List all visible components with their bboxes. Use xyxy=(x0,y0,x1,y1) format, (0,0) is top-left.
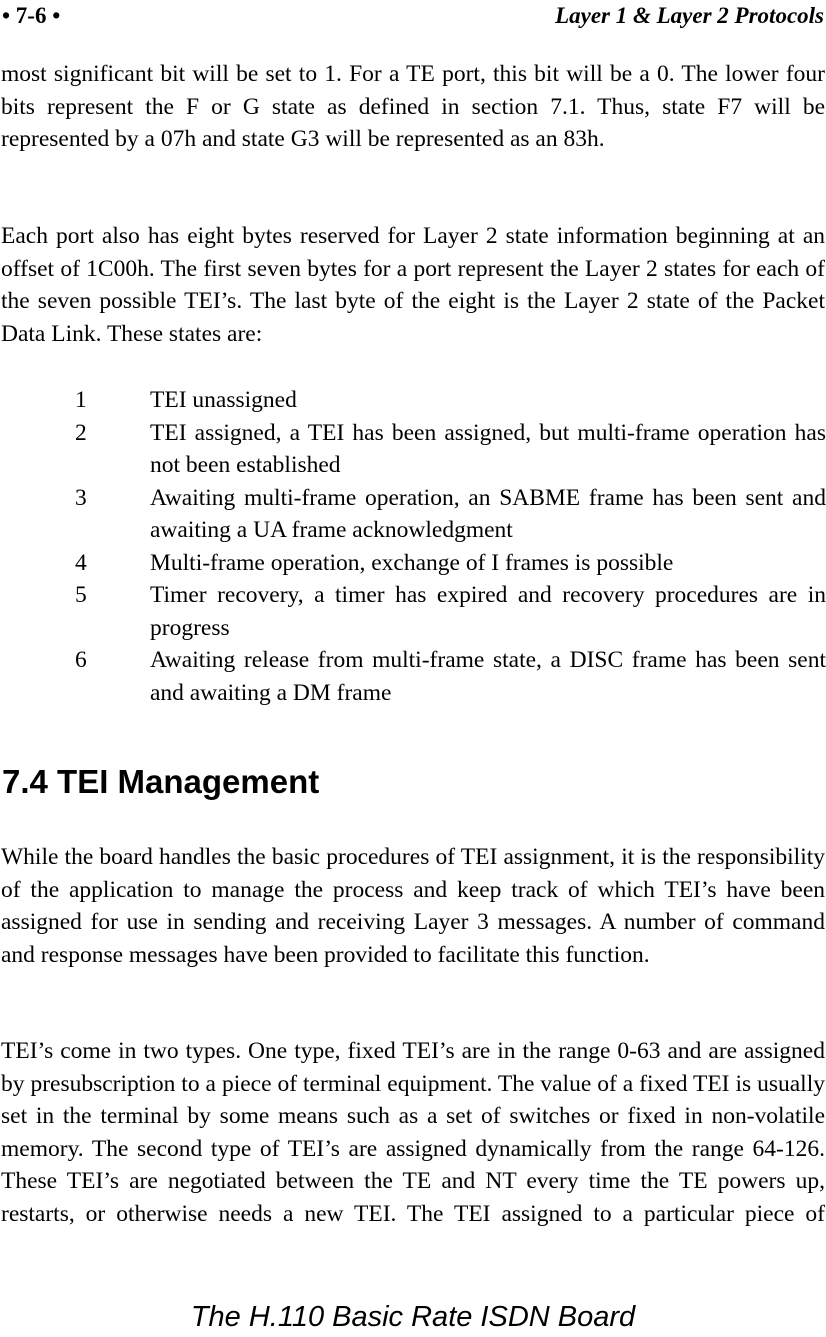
list-item xyxy=(0,417,826,482)
paragraph-intro: most significant bit will be set to 1. For a TE port, this bit will be a 0. The lower four bits represent the F or G state as defined in section 7.1. Thus, state F7 will be represented by a 07h and state G3 will be represented as an 83h. xyxy=(1,61,825,152)
chapter-title: Layer 1 & Layer 2 Protocols xyxy=(555,3,824,28)
list-item xyxy=(0,384,826,417)
state-number: 5 xyxy=(75,582,87,608)
state-description: Multi-frame operation, exchange of I frames is possible xyxy=(150,549,674,576)
state-number: 6 xyxy=(75,647,87,673)
state-description: TEI unassigned xyxy=(150,387,297,413)
state-description: Awaiting release from multi-frame state, a DISC frame has been sent and awaiting a DM frame xyxy=(150,647,826,706)
state-description: Awaiting multi-frame operation, an SABME frame has been sent and awaiting a UA frame acknowledgment xyxy=(150,484,826,543)
state-number: 3 xyxy=(75,484,87,511)
paragraph-tei-types: TEI’s come in two types. One type, fixed TEI’s are in the range 0-63 and are assigned by presubscription to a piece of terminal equipment. The value of a fixed TEI is usually set in the terminal by some means such as a set of switches or fixed in non-volatile memory. The second type of TEI’s are assigned dynamically from the range 64-126. These TEI’s are negotiated between the TE and NT every time the TE powers up, restarts, or otherwise needs a new TEI. The TEI assigned to a particular piece of xyxy=(1,1038,825,1227)
section-heading: 7.4 TEI Management xyxy=(2,763,320,800)
state-number: 4 xyxy=(75,549,87,576)
state-number: 1 xyxy=(75,387,87,413)
list-item xyxy=(0,579,826,644)
page-number: • 7-6 • xyxy=(2,3,61,28)
state-number: 2 xyxy=(75,419,87,446)
layer2-state-list xyxy=(0,384,826,709)
state-description: Timer recovery, a timer has expired and recovery procedures are in progress xyxy=(150,582,826,641)
list-item xyxy=(0,482,826,547)
page-header xyxy=(2,2,824,32)
paragraph-layer2-states: Each port also has eight bytes reserved for Layer 2 state information beginning at an offset of 1C00h. The first seven bytes for a port represent the Layer 2 states for each of the seven possible TEI’s. The last byte of the eight is the Layer 2 state of the Packet Data Link. These states are: xyxy=(1,223,825,347)
list-item xyxy=(0,547,826,580)
list-item xyxy=(0,644,826,709)
page-footer: The H.110 Basic Rate ISDN Board xyxy=(190,1301,636,1333)
paragraph-tei-management: While the board handles the basic procedures of TEI assignment, it is the responsibility of the application to manage the process and keep track of which TEI’s have been assigned for use in sending and receiving Layer 3 messages. A number of command and response messages have been provided to facilitate this function. xyxy=(1,844,825,968)
state-description: TEI assigned, a TEI has been assigned, but multi-frame operation has not been established xyxy=(150,419,826,478)
